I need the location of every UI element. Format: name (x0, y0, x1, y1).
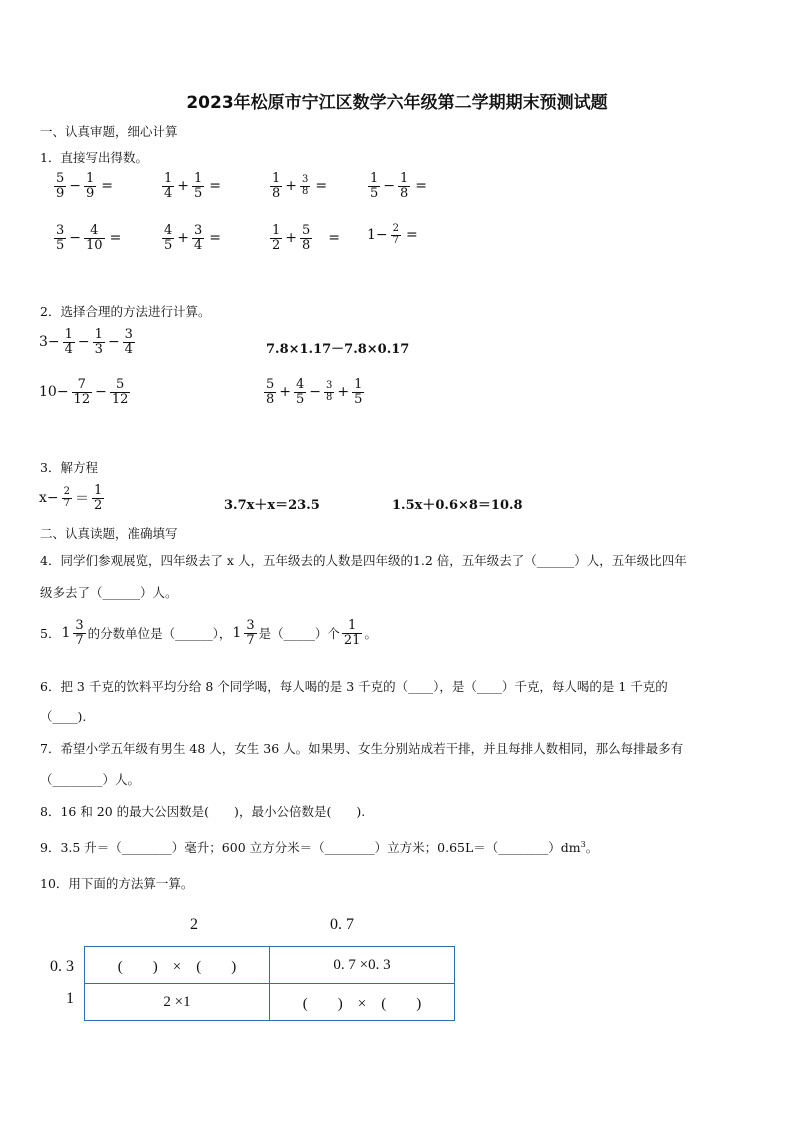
q7-line-1: 7．希望小学五年级有男生 48 人，女生 36 人。如果男、女生分别站成若干排，并且每排人数相同，那么每排最多有 (40, 741, 684, 756)
q1-item: $\frac{1}{5}$ − $\frac{1}{8}$ = (370, 171, 428, 201)
q10-row-label-2: 1 (66, 990, 74, 1007)
table-cell: 2 ×1 (85, 984, 270, 1021)
q1-item: 1− $\frac{2}{7}$ = (367, 223, 418, 246)
q2-expr-3: 10− $\frac{7}{12}$ − $\frac{5}{12}$ (39, 377, 129, 407)
q1-item: $\frac{1}{2}$ + $\frac{5}{8}$ = (272, 223, 341, 253)
q3-expr-1: x− $\frac{2}{7}$ ＝ $\frac{1}{2}$ (39, 483, 103, 513)
q10-col-label-1: 2 (190, 916, 198, 933)
q5: 5． 1 $\frac{3}{7}$ 的分数单位是（______）， 1 $\frac{3}{7}$ 是（_____）个 $\frac{1}{21}$ 。 (40, 618, 377, 648)
section-2-heading: 二、认真读题，准确填写 (40, 526, 178, 541)
section-1-heading: 一、认真审题，细心计算 (40, 124, 178, 139)
q4-line-1: 4．同学们参观展览，四年级去了 x 人，五年级去的人数是四年级的1.2 倍，五年级去了（______）人，五年级比四年 (40, 553, 687, 568)
q1-item: $\frac{1}{4}$ + $\frac{1}{5}$ = (164, 171, 222, 201)
q8: 8．16 和 20 的最大公因数是( )，最小公倍数是( ). (40, 804, 366, 819)
q1-item: $\frac{5}{9}$ − $\frac{1}{9}$ = (56, 171, 114, 201)
q6-line-2: （____). (40, 709, 87, 724)
q10-col-label-2: 0. 7 (330, 916, 354, 933)
q10-row-label-1: 0. 3 (50, 958, 74, 975)
q7-line-2: （________）人。 (40, 772, 141, 787)
table-cell: 0. 7 ×0. 3 (270, 947, 455, 984)
table-cell: ( ) × ( ) (85, 947, 270, 984)
q2-expr-1: 3− $\frac{1}{4}$ − $\frac{1}{3}$ − $\frac{3}{4}$ (39, 327, 133, 357)
q9: 9．3.5 升＝（________）毫升；600 立方分米＝（________）立方米；$0.65L=(\_\_\_\_\_\_\_\_)dm^3$。 (40, 839, 599, 855)
q10-label: 10．用下面的方法算一算。 (40, 876, 194, 891)
q2-expr-4: $\frac{5}{8}$ + $\frac{4}{5}$ − $\frac{3}{8}$ + $\frac{1}{5}$ (266, 377, 363, 407)
q4-line-2: 级多去了（______）人。 (40, 585, 178, 600)
q10-area-table (84, 946, 455, 1021)
q1-item: $\frac{4}{5}$ + $\frac{3}{4}$ = (164, 223, 222, 253)
table-row (85, 984, 455, 1021)
q6-line-1: 6．把 3 千克的饮料平均分给 8 个同学喝，每人喝的是 3 千克的（____），是（____）千克，每人喝的是 1 千克的 (40, 679, 668, 694)
q2-expr-2: 7.8×1.17－7.8×0.17 (266, 342, 410, 357)
q3-expr-2: 3.7x＋x＝23.5 (224, 498, 320, 513)
q3-label: 3．解方程 (40, 460, 98, 475)
table-row (85, 947, 455, 984)
q2-label: 2．选择合理的方法进行计算。 (40, 304, 211, 319)
q3-expr-3: 1.5x＋0.6×8＝10.8 (392, 498, 523, 513)
q1-item: $\frac{3}{5}$ − $\frac{4}{10}$ = (56, 223, 122, 253)
table-cell: ( ) × ( ) (270, 984, 455, 1021)
page-title: 2023年松原市宁江区数学六年级第二学期期末预测试题 (186, 93, 608, 113)
q1-label: 1．直接写出得数。 (40, 150, 148, 165)
q1-item: $\frac{1}{8}$ + $\frac{3}{8}$ = (272, 171, 328, 201)
